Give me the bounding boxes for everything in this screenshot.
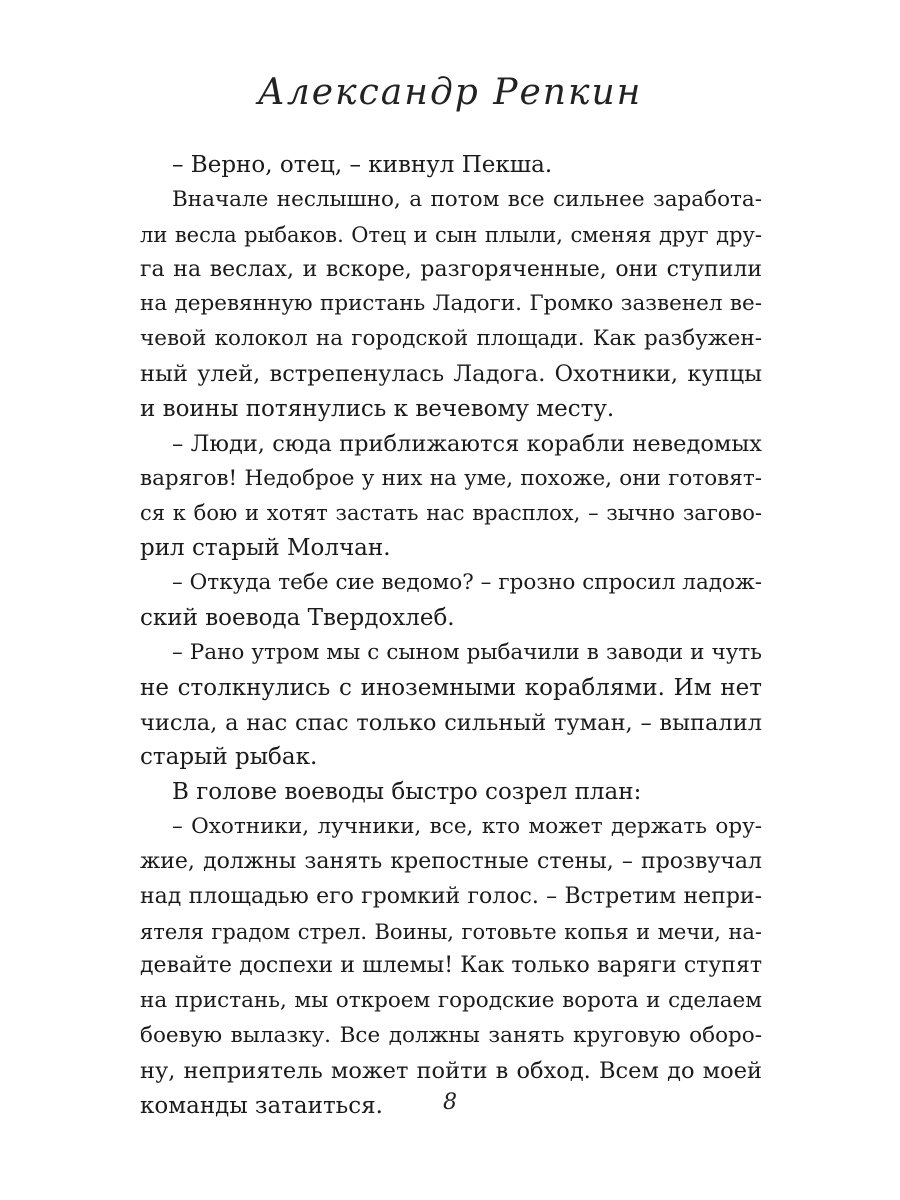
text-line: девайте доспехи и шлемы! Как только варяги ступят	[140, 953, 762, 979]
text-line: на пристань, мы откроем городские ворота и сделаем	[140, 988, 762, 1014]
text-line: – Люди, сюда приближаются корабли неведомых	[172, 430, 762, 457]
text-line: не столкнулись с иноземными кораблями. Им нет	[140, 674, 762, 701]
text-line: числа, а нас спас только сильный туман, – выпалил	[140, 709, 762, 736]
text-line: – Откуда тебе сие ведомо? – грозно спросил ладож-	[172, 570, 762, 596]
text-line: варягов! Недоброе у них на уме, похоже, они готовят-	[140, 465, 762, 491]
text-line: над площадью его громкий голос. – Встретим непри-	[140, 883, 762, 909]
text-line: – Охотники, лучники, все, кто может держать ору-	[172, 814, 762, 840]
text-line: ся к бою и хотят застать нас врасплох, – зычно загово-	[140, 501, 762, 526]
text-line: ный улей, встрепенулась Ладога. Охотники, купцы	[140, 361, 762, 388]
text-line: жие, должны занять крепостные стены, – прозвучал	[140, 848, 762, 874]
text-line: боевую вылазку. Все должны занять круговую оборо-	[140, 1023, 762, 1049]
text-line: ну, неприятель может пойти в обход. Всем до моей	[140, 1057, 762, 1084]
text-line: Вначале неслышно, а потом все сильнее заработа-	[172, 186, 762, 212]
text-line: ятеля градом стрел. Воины, готовьте копья и мечи, на-	[140, 919, 762, 944]
page-number: 8	[443, 1090, 457, 1115]
text-line: команды затаиться.	[140, 1092, 383, 1119]
running-head-author: Александр Репкин	[257, 72, 643, 113]
text-line: – Верно, отец, – кивнул Пекша.	[172, 152, 553, 178]
text-line: на деревянную пристань Ладоги. Громко зазвенел ве-	[140, 291, 762, 317]
text-line: В голове воеводы быстро созрел план:	[172, 779, 642, 806]
text-line: чевой колокол на городской площади. Как разбужен-	[140, 326, 762, 352]
text-line: ский воевода Твердохлеб.	[140, 604, 455, 631]
text-line: – Рано утром мы с сыном рыбачили в заводи и чуть	[172, 639, 762, 665]
text-line: старый рыбак.	[140, 744, 318, 771]
text-line: и воины потянулись к вечевому месту.	[140, 395, 615, 422]
text-line: рил старый Молчан.	[140, 535, 391, 562]
text-line: га на веслах, и вскоре, разгоряченные, они ступили	[140, 256, 762, 282]
text-line: ли весла рыбаков. Отец и сын плыли, сменяя друг дру-	[140, 222, 762, 247]
body-text	[140, 148, 762, 1124]
